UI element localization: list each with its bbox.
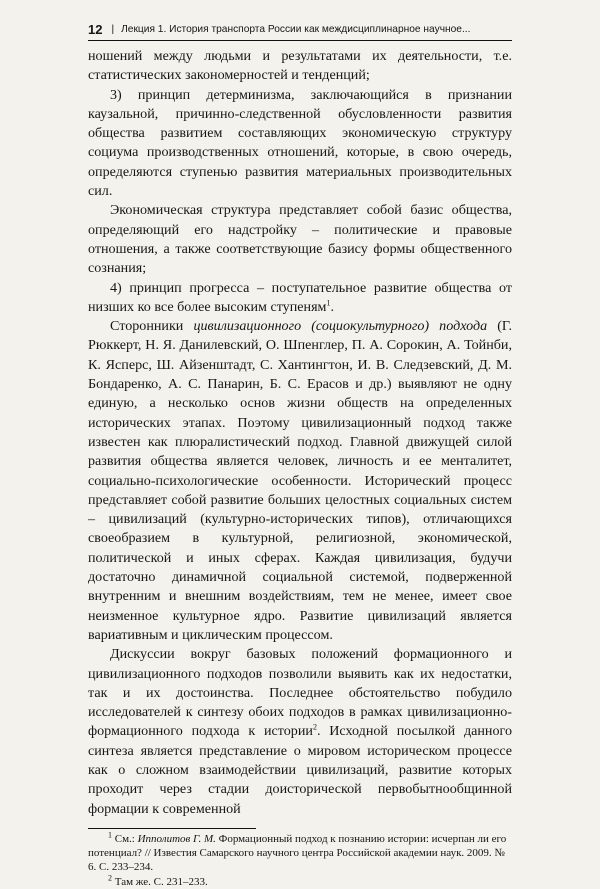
- footnote-1-text: Формационный подход к познанию истории: исчерпан ли его потенциал? // Известия Самарского научного центра Российской академии наук. 2009. № 6. С. 233–234.: [88, 832, 507, 874]
- civilizational-approach-term: цивилизационного (социокультурного) подхода: [193, 318, 488, 335]
- footnote-1-mark: 1: [108, 830, 112, 840]
- paragraph-5-rest: (Г. Рюккерт, Н. Я. Данилевский, О. Шпенглер, П. А. Сорокин, А. Тойнби, К. Ясперс, Ш. Айзенштадт, С. Хантингтон, И. В. Следзевский, Д. М. Бондаренко, А. С. Панарин, Б. С. Ерасов и др.) выявляют не одну единую, а несколько основ жизни обществ на определенных исторических этапах. Поэтому цивилизационный подход также известен как плюралистический подход. Главной движущей силой развития общества является человек, личность и ее менталитет, социально-психологические особенности. Исторический процесс представляет собой развитие больших целостных социальных систем – цивилизаций (культурно-исторических типов), отличающихся своеобразием в культурной, религиозной, экономической, политической и иных сферах. Каждая цивилизация, будучи достаточно динамичной социальной системой, подверженной внутренним и внешним воздействиям, тем не менее, имеет свое неизменное культурное ядро. Развитие цивилизаций является вариативным и циклическим процессом.: [88, 318, 512, 643]
- footnote-2-mark: 2: [108, 873, 112, 883]
- paragraph-6-rest: . Исходной посылкой данного синтеза является представление о мировом историческом процессе как о сложном взаимодействии цивилизаций, развитие которых проходит через стадии доисторической первобытнообщинной формации к современной: [88, 723, 512, 817]
- footnote-ref-1: 1: [326, 298, 331, 308]
- paragraph-4: [88, 279, 512, 318]
- footnote-1-author: Ипполитов Г. М.: [137, 832, 216, 845]
- paragraph-6: [88, 645, 512, 819]
- body-text: [88, 47, 512, 819]
- paragraph-6-start: Дискуссии вокруг базовых положений формационного и цивилизационного подходов позволили выявить как их недостатки, так и их достоинства. Последнее обстоятельство побудило исследователей к синтезу обоих подходов в рамках цивилизационно-формационного подхода к истории: [88, 646, 512, 740]
- paragraph-4-text: 4) принцип прогресса – поступательное развитие общества от низших ко все более высоким ступеням: [88, 279, 512, 315]
- footnote-1-prefix: См.:: [112, 832, 138, 845]
- paragraph-5: [88, 317, 512, 645]
- footnote-2-text: Там же. С. 231–233.: [112, 875, 208, 888]
- paragraph-5-start: Сторонники: [110, 318, 194, 335]
- footnote-2: [88, 875, 512, 889]
- footnote-rule: [88, 828, 256, 829]
- paragraph-1: ношений между людьми и результатами их деятельности, т.е. статистических закономерностей и тенденций;: [88, 48, 512, 84]
- header-separator: |: [111, 24, 115, 35]
- footnotes: [88, 828, 512, 889]
- footnote-ref-2: 2: [312, 722, 317, 732]
- paragraph-4-end: .: [330, 298, 335, 315]
- paragraph-2: 3) принцип детерминизма, заключающийся в признании каузальной, причинно-следственной обусловленности развития общества развитием составляющих экономическую структуру социума производственных отношений, которые, в свою очередь, определяются ступенью развития материальных производительных сил.: [88, 86, 512, 200]
- running-header: [88, 22, 512, 41]
- footnote-1: [88, 832, 512, 875]
- paragraph-3: Экономическая структура представляет собой базис общества, определяющий его надстройку – политические и правовые отношения, а также соответствующие базису формы общественного сознания;: [88, 202, 512, 277]
- running-title: Лекция 1. История транспорта России как междисциплинарное научное...: [121, 24, 471, 35]
- page-number: 12: [88, 22, 103, 37]
